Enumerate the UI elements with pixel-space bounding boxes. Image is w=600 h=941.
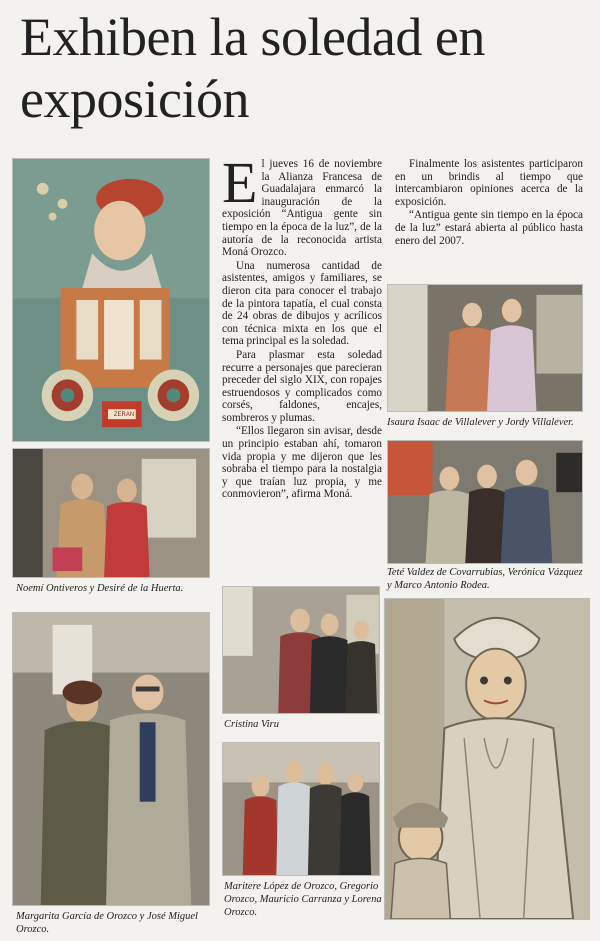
paragraph-6: “Antigua gente sin tiempo en la época de la luz” estará abierta al público hasta enero del 2007.: [395, 209, 583, 247]
photo-cristina-viru: [222, 586, 380, 714]
paragraph-5: Finalmente los asistentes participaron en un brindis al tiempo que intercambiaron opiniones acerca de la exposición.: [395, 158, 583, 208]
article-column-2: [395, 158, 583, 248]
caption-isaura-jordy: Isaura Isaac de Villalever y Jordy Villalever.: [387, 417, 574, 428]
caption-noemi-desire: Noemí Ontiveros y Desiré de la Huerta.: [16, 583, 184, 594]
caption-maritere-group: Maritere López de Orozco, Gregorio Orozco, Mauricio Carranza y Lorena Orozco.: [224, 881, 382, 918]
dropcap: E: [222, 150, 258, 215]
artwork-sign-text: ZERAN: [113, 412, 135, 418]
photo-noemi-desire: [12, 448, 210, 578]
paragraph-4: “Ellos llegaron sin avisar, desde un principio estaban ahí, tomaron vida propia y me dijeron que les sobraba el tiempo para la nostalgia y que traían luz propia, y me conmovieron”, afirma Moná.: [222, 425, 382, 501]
paragraph-2: Una numerosa cantidad de asistentes, amigos y familiares, se dieron cita para conocer el trabajo de la pintora tapatía, el cual consta de 24 obras de dibujos y acrílicos con técnica mixta en los que el tema principal es la soledad.: [222, 259, 382, 348]
caption-tete-veronica-marco: Teté Valdez de Covarrubias, Verónica Vázquez y Marco Antonio Rodea.: [387, 567, 583, 591]
painting-clown-carriage: [12, 158, 210, 442]
paragraph-1: El jueves 16 de noviembre la Alianza Francesa de Guadalajara enmarcó la inauguración de la exposición “Antigua gente sin tiempo en la época de la luz”, de la autoría de la reconocida artista Moná Orozco.: [222, 150, 382, 259]
caption-margarita-jose: Margarita García de Orozco y José Miguel Orozco.: [16, 911, 198, 935]
photo-maritere-gregorio-mauricio-lorena: [222, 742, 380, 876]
paragraph-3: Para plasmar esta soledad recurre a personajes que parecieran preceder del siglo XIX, con ropajes estruendosos y complicados como corsés, faldones, encajes, sombreros y plumas.: [222, 348, 382, 424]
photo-isaura-jordy: [387, 284, 583, 412]
photo-margarita-jose: [12, 612, 210, 906]
article-column-1: [222, 150, 382, 502]
painting-victorian-woman: [384, 598, 590, 920]
photo-tete-veronica-marco: [387, 440, 583, 564]
headline: Exhiben la soledad en exposición: [20, 7, 485, 129]
caption-cristina-viru: Cristina Viru: [224, 719, 279, 730]
